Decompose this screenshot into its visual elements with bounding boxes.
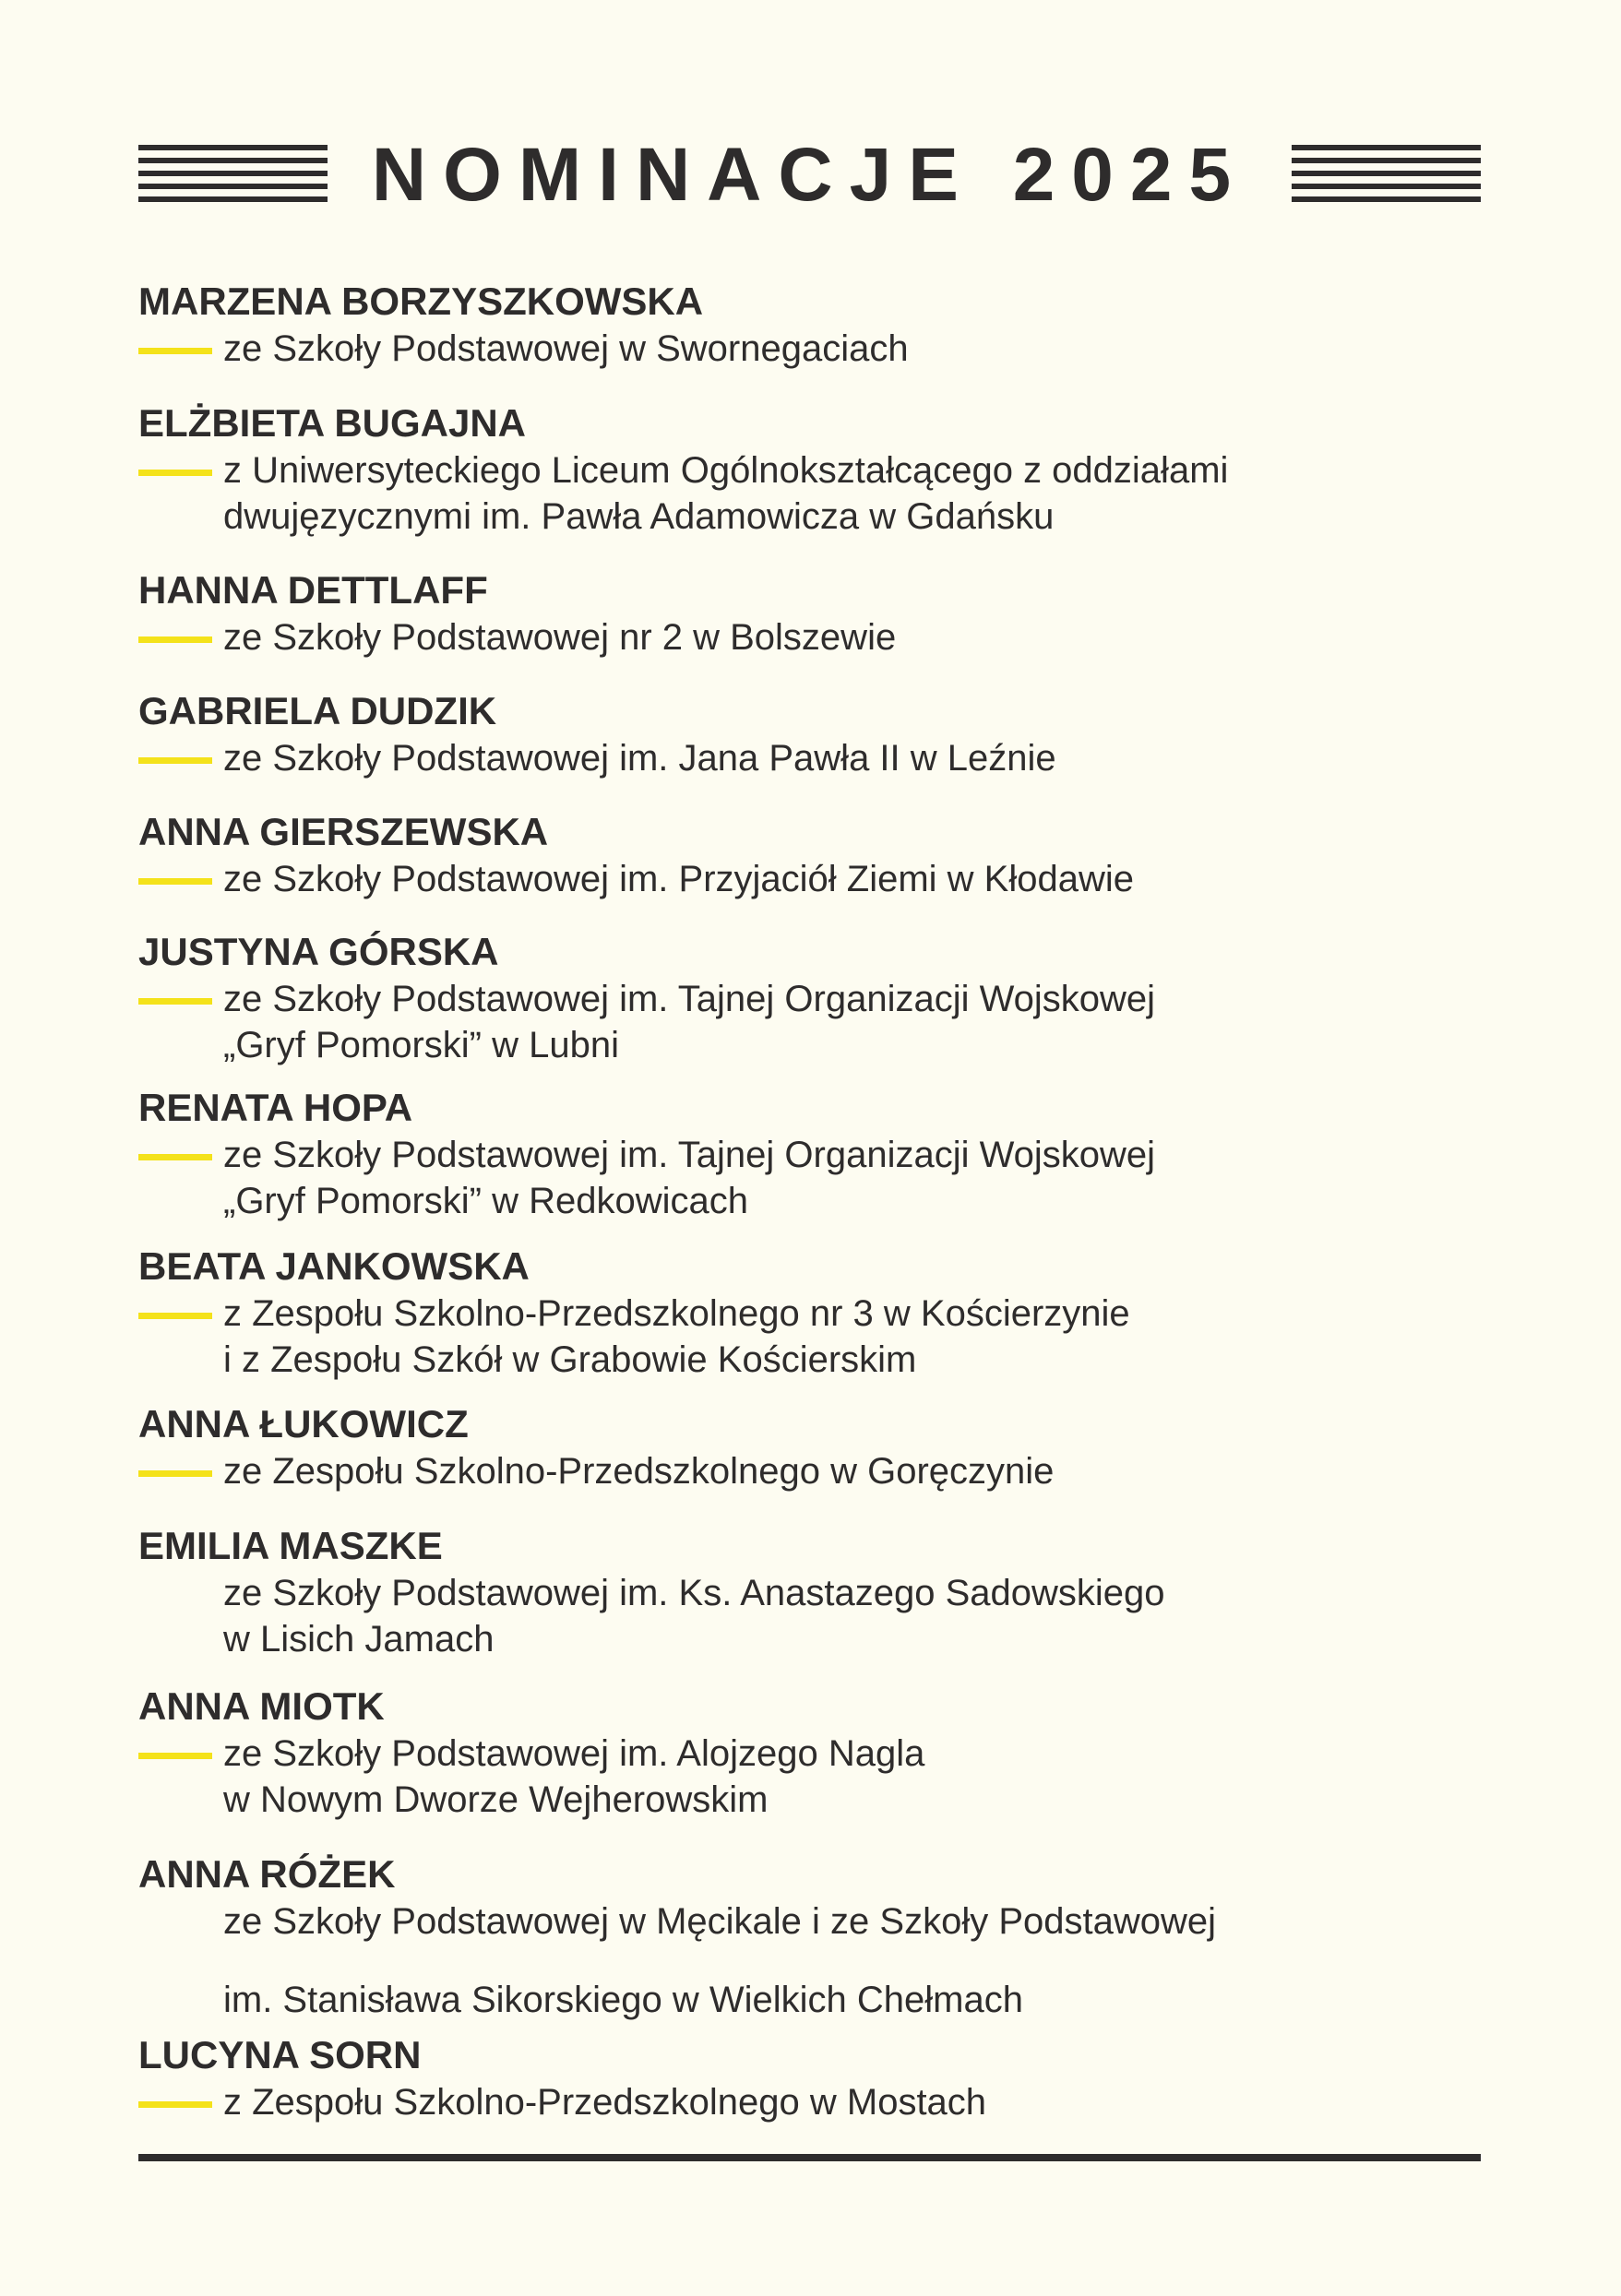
nominee-name: ANNA MIOTK: [138, 1684, 385, 1728]
nominee-entry: [138, 1683, 1485, 1823]
nominee-entry: [138, 1084, 1485, 1224]
page-title: [328, 129, 1292, 221]
yellow-dash: [138, 878, 212, 885]
nominee-name: ANNA ŁUKOWICZ: [138, 1402, 469, 1445]
school-line: z Zespołu Szkolno-Przedszkolnego w Mostach: [223, 2082, 987, 2123]
nominee-school: [138, 1570, 1485, 1662]
school-line: dwujęzycznymi im. Pawła Adamowicza w Gdańsku: [223, 496, 1055, 537]
decorative-stripes-left: [138, 145, 328, 202]
title-year: 2025: [1012, 133, 1248, 217]
nominee-name: GABRIELA DUDZIK: [138, 689, 497, 732]
nominee-school: [138, 1132, 1485, 1224]
nominee-name: BEATA JANKOWSKA: [138, 1244, 530, 1288]
nominee-name: MARZENA BORZYSZKOWSKA: [138, 280, 704, 323]
nominee-entry: [138, 1400, 1485, 1494]
yellow-dash: [138, 1313, 212, 1319]
yellow-dash: [138, 998, 212, 1005]
bottom-rule: [138, 2154, 1481, 2161]
school-line: ze Szkoły Podstawowej im. Jana Pawła II w Leźnie: [223, 738, 1056, 779]
nominee-school: [138, 2079, 1485, 2125]
school-line: z Zespołu Szkolno-Przedszkolnego nr 3 w Kościerzynie: [223, 1293, 1130, 1334]
nominee-entry: [138, 566, 1485, 660]
school-line: z Uniwersyteckiego Liceum Ogólnokształcącego z oddziałami: [223, 450, 1229, 491]
nominee-entry: [138, 687, 1485, 781]
nominee-name: HANNA DETTLAFF: [138, 568, 488, 612]
decorative-stripes-right: [1292, 145, 1481, 202]
nominee-school: [138, 976, 1485, 1068]
school-line: ze Szkoły Podstawowej im. Ks. Anastazego Sadowskiego: [223, 1573, 1165, 1613]
nominee-name: LUCYNA SORN: [138, 2033, 422, 2076]
school-line: ze Szkoły Podstawowej nr 2 w Bolszewie: [223, 617, 897, 658]
school-line: ze Szkoły Podstawowej im. Przyjaciół Ziemi w Kłodawie: [223, 859, 1134, 899]
nominee-name: EMILIA MASZKE: [138, 1524, 443, 1567]
yellow-dash: [138, 2101, 212, 2108]
title-word: NOMINACJE: [371, 133, 975, 217]
nominee-entry: [138, 1243, 1485, 1383]
school-line: ze Szkoły Podstawowej w Swornegaciach: [223, 328, 909, 369]
nominee-entry: [138, 1522, 1485, 1662]
school-line: ze Szkoły Podstawowej im. Alojzego Nagla: [223, 1733, 925, 1774]
school-line: ze Szkoły Podstawowej im. Tajnej Organizacji Wojskowej: [223, 979, 1156, 1019]
nominee-school: [138, 447, 1485, 540]
yellow-dash: [138, 470, 212, 476]
nominee-name: JUSTYNA GÓRSKA: [138, 930, 499, 973]
school-line: ze Szkoły Podstawowej w Męcikale i ze Szkoły Podstawowej: [223, 1901, 1216, 1942]
nominee-name: ANNA GIERSZEWSKA: [138, 810, 549, 853]
yellow-dash: [138, 636, 212, 643]
nominee-entry: [138, 399, 1485, 540]
school-line: w Nowym Dworze Wejherowskim: [223, 1779, 769, 1820]
school-line: i z Zespołu Szkół w Grabowie Kościerskim: [223, 1339, 917, 1380]
page-header: [138, 129, 1481, 221]
nominee-name: ELŻBIETA BUGAJNA: [138, 401, 526, 445]
school-line: w Lisich Jamach: [223, 1619, 495, 1660]
nominee-entry: [138, 2031, 1485, 2125]
nominee-school: [138, 856, 1485, 902]
yellow-dash: [138, 348, 212, 354]
school-line: im. Stanisława Sikorskiego w Wielkich Chełmach: [223, 1980, 1023, 2020]
nominee-entry: [138, 928, 1485, 1068]
school-line: ze Zespołu Szkolno-Przedszkolnego w Goręczynie: [223, 1451, 1055, 1492]
yellow-dash: [138, 1753, 212, 1759]
yellow-dash: [138, 1154, 212, 1160]
nominee-school: [138, 1898, 1485, 2023]
nominee-entry: [138, 278, 1485, 372]
nominee-entry: [138, 1850, 1485, 2023]
yellow-dash: [138, 1470, 212, 1477]
nominee-name: RENATA HOPA: [138, 1086, 413, 1129]
nominee-school: [138, 1448, 1485, 1494]
nominee-school: [138, 735, 1485, 781]
nominee-school: [138, 614, 1485, 660]
school-line: „Gryf Pomorski” w Redkowicach: [223, 1181, 749, 1221]
nominee-entry: [138, 808, 1485, 902]
nominee-school: [138, 1291, 1485, 1383]
nominee-school: [138, 326, 1485, 372]
nominee-name: ANNA RÓŻEK: [138, 1852, 396, 1896]
nominee-school: [138, 1731, 1485, 1823]
school-line: „Gryf Pomorski” w Lubni: [223, 1025, 619, 1065]
yellow-dash: [138, 757, 212, 764]
school-line: ze Szkoły Podstawowej im. Tajnej Organizacji Wojskowej: [223, 1135, 1156, 1175]
